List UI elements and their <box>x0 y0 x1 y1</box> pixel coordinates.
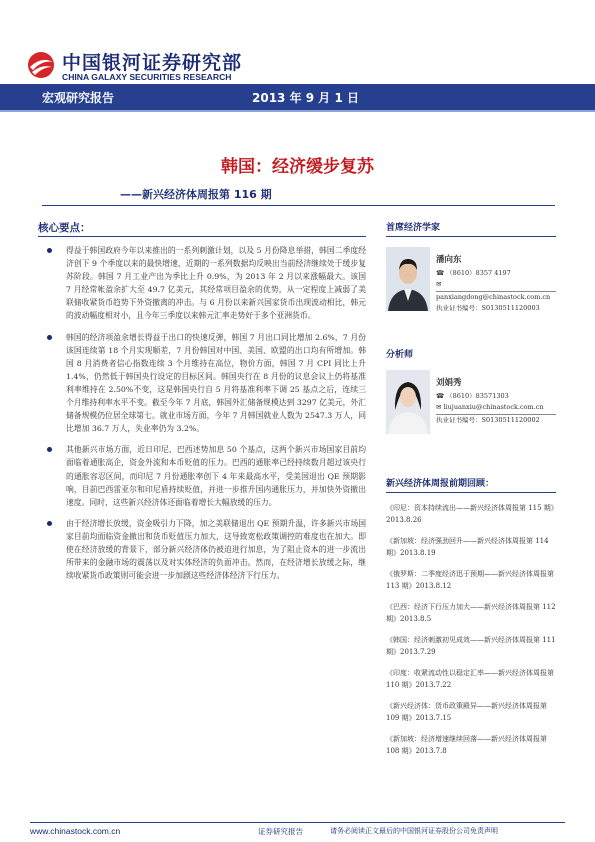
sidebar <box>386 220 556 757</box>
core-section <box>38 220 373 237</box>
list-item: 《印尼：资本持续流出——新兴经济体周报第 115 期》2013.8.26 <box>386 504 555 524</box>
list-item: 《新兴经济体：货币政策殿异——新兴经济体周报第 109 期》2013.7.15 <box>386 702 547 722</box>
bullet-icon <box>47 521 52 526</box>
list-item <box>44 244 366 323</box>
economist-card <box>386 247 556 347</box>
header-banner <box>0 84 595 110</box>
bullet-text: 由于经济增长放缓，资金吸引力下降，加之美联储退出 QE 预期升温，许多新兴市场国家目前均面临资金撤出和货币贬值压力加大，这导致宽松政策调控的难度也在加大。即使在经济放缓的背景下，部分新兴经济体仍被迫进行加息，为了阻止资本的进一步流出所带来的金融市场的震荡以及对实体经济的负面冲击。然而，在经济增长放缓之际，继续收紧货币政策则可能会进一步加剧这些经济体经济下行压力。 <box>66 518 366 581</box>
footer-url[interactable]: www.chinastock.com.cn <box>30 826 121 836</box>
analyst-heading: 分析师 <box>386 350 414 360</box>
report-type: 宏观研究报告 <box>42 91 115 105</box>
logo-text-en: CHINA GALAXY SECURITIES RESEARCH <box>62 72 232 82</box>
report-date: 2013 年 9 月 1 日 <box>252 91 359 105</box>
economist-phone: （8610）8357 4197 <box>446 269 511 277</box>
list-item <box>44 443 366 508</box>
galaxy-logo-icon <box>26 50 56 80</box>
footer-disclaimer: 请务必阅读正文最后的中国银河证券股份公司免责声明 <box>330 827 498 835</box>
page-title: 韩国：经济缓步复苏 <box>221 157 374 177</box>
analyst-photo <box>386 370 430 434</box>
phone-icon: ☎ <box>436 392 445 400</box>
economist-name: 潘向东 <box>436 255 462 265</box>
review-section <box>386 476 556 757</box>
mail-icon: ✉ <box>436 280 442 288</box>
company-logo <box>26 48 266 86</box>
list-item: 《新加坡：经济强劲回升——新兴经济体周报第 114 期》2013.8.19 <box>386 537 549 557</box>
economist-license: 执业证书编号：S0130511120003 <box>436 303 540 312</box>
list-item <box>44 517 366 582</box>
list-item: 《俄罗斯：二季度经济迅于预期——新兴经济体周报第 113 期》2013.8.12 <box>386 570 554 590</box>
logo-text-cn: 中国银河证券研究部 <box>62 52 243 74</box>
economist-email[interactable]: panxiangdong@chinastock.com.cn <box>436 292 551 301</box>
analyst-info <box>436 378 556 426</box>
mail-icon: ✉ <box>436 403 442 411</box>
page-subtitle: ——新兴经济体周报第 116 期 <box>120 188 272 201</box>
list-item: 《新加坡：经济增速继续回落——新兴经济体周报第 108 期》2013.7.8 <box>386 735 547 755</box>
analyst-phone: （8610）83571303 <box>446 392 509 400</box>
title-divider <box>42 205 555 206</box>
core-heading: 核心要点： <box>38 222 91 234</box>
list-item: 《韩国：经济刺激初见成效——新兴经济体周报第 111 期》2013.7.29 <box>386 636 556 656</box>
bullet-icon <box>47 248 52 253</box>
person-photo-icon <box>386 247 430 311</box>
economist-heading: 首席经济学家 <box>386 223 441 233</box>
bullet-text: 得益于韩国政府今年以来推出的一系列刺激计划，以及 5 月份降息举措，韩国二季度经济创下 9 个季度以来的最快增速，近期的一系列数据均反映出当前经济继续处于缓步复苏阶段。韩国 7 月工业产出为季比上升 0.9%，为 2013 年 2 月以来涨幅最大。该国 7 月经常帐盈余扩大至 49.7 亿美元，其经常项目盈余的优势，从一定程度上减弱了美联储收紧货币趋势下外资撤离的冲击。与 6 月份以来新兴国家货币出现波动相比，韩元的波动幅度相对小，且今年三季度以来韩元汇率走势好于多个亚洲货币。 <box>66 246 366 321</box>
review-divider <box>386 492 556 493</box>
economist-info <box>436 255 556 314</box>
analyst-email[interactable]: liujuanxiu@chinastock.com.cn <box>443 403 544 411</box>
analyst-license: 执业证书编号：S0130511120002 <box>436 415 540 424</box>
bullet-text: 其他新兴市场方面，近日印尼、巴西述势加息 50 个基点，这两个新兴市场国家目前均面临着通胀高企，资金外流和本币贬值的压力。巴西的通胀率已经持续数月超过该央行的通胀容忍区间，而印尼 7 月份通胀率创下 4 年来最高水平，受美国退出 QE 预期影响，目前巴西雷亚尔和印尼盾持续贬值，并进一步推升国内通胀压力，并加快外资撤出速度。同时，这些新兴经济体还面临着增长大幅放缓的压力。 <box>66 445 366 507</box>
bullet-text: 韩国的经济项盈余增长得益于出口的快速反弹，韩国 7 月出口同比增加 2.6%，7 月份该国连续第 18 个月实现顺差，7 月份韩国对中国、美国、欧盟的出口均有所增加。韩国 8 月消费者信心指数连续 3 个月维持在高位，物价方面，韩国 7 月 CPI 同比上升 1.4%，仍然低于韩国央行设定的目标区间。韩国央行在 8 月份的议息会议上仍将基准利率维持在 2.50%不变，这是韩国央行自 5 月将基准利率下调 25 基点之后，连续三个月维持利率水平不变。截至今年 7 月底，韩国外汇储备规模达到 3297 亿美元，外汇储备规模仍位居全球第七。就业市场方面，今年 7 月韩国就业人数为 2547.3 万人，同比增加 36.7 万人，失业率仍为 3.2%。 <box>66 332 366 434</box>
phone-icon: ☎ <box>436 269 445 277</box>
list-item: 《巴西：经济下行压力加大——新兴经济体周报第 112 期》2013.8.5 <box>386 603 556 623</box>
core-divider <box>38 236 366 237</box>
core-bullets <box>44 244 366 590</box>
footer-label: 证券研究报告 <box>258 827 303 836</box>
review-heading: 新兴经济体周报前期回顾： <box>386 479 495 489</box>
list-item <box>44 331 366 436</box>
banner-stripe <box>0 110 595 112</box>
economist-photo <box>386 247 430 311</box>
footer-divider <box>30 822 565 823</box>
bullet-icon <box>47 335 52 340</box>
list-item: 《印度：收紧流动性以稳定汇率——新兴经济体周报第 110 期》2013.7.22 <box>386 669 554 689</box>
bullet-icon <box>47 447 52 452</box>
analyst-name: 刘娟秀 <box>436 378 462 388</box>
person-photo-icon <box>386 370 430 434</box>
economist-divider <box>386 236 556 237</box>
analyst-card <box>386 370 556 470</box>
